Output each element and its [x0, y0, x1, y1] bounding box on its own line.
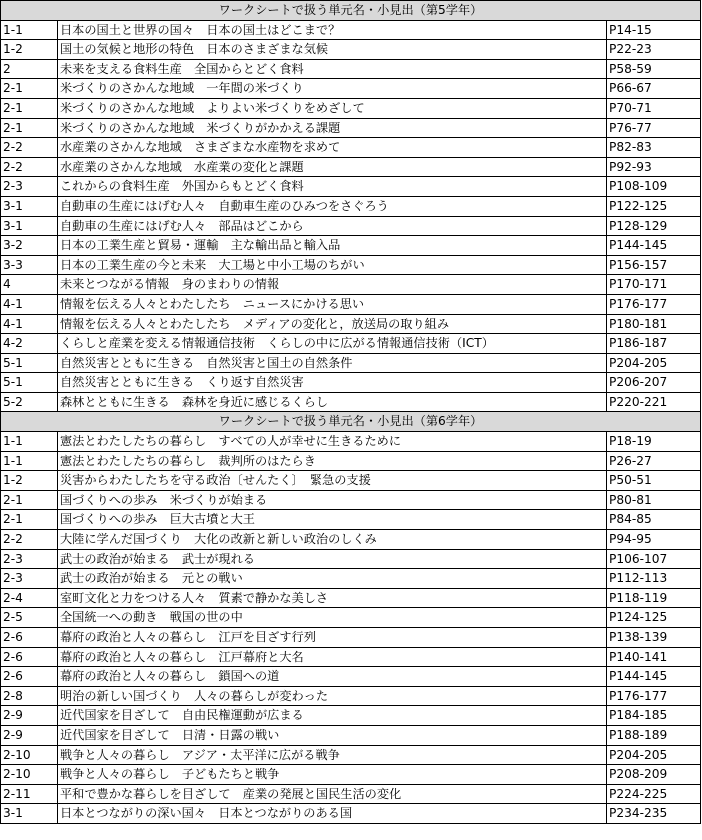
unit-title-cell: 未来を支える食料生産 全国からとどく食料 — [58, 59, 607, 79]
page-range-cell: P204-205 — [607, 353, 701, 373]
page-range-cell: P112-113 — [607, 569, 701, 589]
unit-title-cell: 室町文化と力をつける人々 質素で静かな美しさ — [58, 588, 607, 608]
unit-title-cell: 国づくりへの歩み 米づくりが始まる — [58, 490, 607, 510]
unit-title-cell: 日本の工業生産の今と未来 大工場と中小工場のちがい — [58, 255, 607, 275]
page-range-cell: P234-235 — [607, 804, 701, 824]
table-row — [1, 334, 701, 354]
unit-title-cell: 大陸に学んだ国づくり 大化の改新と新しい政治のしくみ — [58, 530, 607, 550]
unit-number-cell: 2-2 — [1, 157, 58, 177]
page-range-cell: P176-177 — [607, 686, 701, 706]
unit-number-cell: 2-9 — [1, 706, 58, 726]
unit-number-cell: 2-8 — [1, 686, 58, 706]
page-range-cell: P84-85 — [607, 510, 701, 530]
unit-number-cell: 3-1 — [1, 196, 58, 216]
unit-number-cell: 2-10 — [1, 745, 58, 765]
page-range-cell: P80-81 — [607, 490, 701, 510]
unit-title-cell: 全国統一への動き 戦国の世の中 — [58, 608, 607, 628]
table-row — [1, 647, 701, 667]
section-title: ワークシートで扱う単元名・小見出（第6学年） — [1, 412, 701, 432]
unit-number-cell: 1-2 — [1, 471, 58, 491]
unit-title-cell: 情報を伝える人々とわたしたち ニュースにかける思い — [58, 294, 607, 314]
unit-title-cell: 自動車の生産にはげむ人々 自動車生産のひみつをさぐろう — [58, 196, 607, 216]
page-range-cell: P18-19 — [607, 432, 701, 452]
page-range-cell: P76-77 — [607, 118, 701, 138]
unit-number-cell: 2-3 — [1, 569, 58, 589]
page-range-cell: P66-67 — [607, 79, 701, 99]
table-row — [1, 314, 701, 334]
table-row — [1, 177, 701, 197]
table-row — [1, 353, 701, 373]
page-range-cell: P186-187 — [607, 334, 701, 354]
unit-number-cell: 2-1 — [1, 510, 58, 530]
unit-title-cell: 憲法とわたしたちの暮らし 裁判所のはたらき — [58, 451, 607, 471]
unit-title-cell: 米づくりのさかんな地域 よりよい米づくりをめざして — [58, 98, 607, 118]
table-row — [1, 549, 701, 569]
table-row — [1, 490, 701, 510]
page-range-cell: P92-93 — [607, 157, 701, 177]
table-row — [1, 138, 701, 158]
table-row — [1, 784, 701, 804]
table-row — [1, 118, 701, 138]
unit-number-cell: 3-3 — [1, 255, 58, 275]
unit-number-cell: 2-5 — [1, 608, 58, 628]
table-row — [1, 236, 701, 256]
page-range-cell: P14-15 — [607, 20, 701, 40]
page-range-cell: P124-125 — [607, 608, 701, 628]
table-row — [1, 20, 701, 40]
page-range-cell: P170-171 — [607, 275, 701, 295]
page-range-cell: P70-71 — [607, 98, 701, 118]
unit-number-cell: 2-9 — [1, 725, 58, 745]
unit-title-cell: 米づくりのさかんな地域 米づくりがかかえる課題 — [58, 118, 607, 138]
page-range-cell: P140-141 — [607, 647, 701, 667]
table-row — [1, 216, 701, 236]
unit-title-cell: これからの食料生産 外国からもとどく食料 — [58, 177, 607, 197]
page-range-cell: P188-189 — [607, 725, 701, 745]
page-range-cell: P50-51 — [607, 471, 701, 491]
table-row — [1, 98, 701, 118]
unit-number-cell: 4-1 — [1, 294, 58, 314]
table-row — [1, 530, 701, 550]
table-row — [1, 569, 701, 589]
table-row — [1, 628, 701, 648]
unit-title-cell: 水産業のさかんな地域 水産業の変化と課題 — [58, 157, 607, 177]
unit-title-cell: くらしと産業を変える情報通信技術 くらしの中に広がる情報通信技術（ICT） — [58, 334, 607, 354]
unit-number-cell: 2-3 — [1, 549, 58, 569]
page-range-cell: P94-95 — [607, 530, 701, 550]
page-range-cell: P82-83 — [607, 138, 701, 158]
unit-title-cell: 戦争と人々の暮らし 子どもたちと戦争 — [58, 765, 607, 785]
unit-title-cell: 戦争と人々の暮らし アジア・太平洋に広がる戦争 — [58, 745, 607, 765]
section-title: ワークシートで扱う単元名・小見出（第5学年） — [1, 1, 701, 21]
unit-title-cell: 日本とつながりの深い国々 日本とつながりのある国 — [58, 804, 607, 824]
unit-title-cell: 自動車の生産にはげむ人々 部品はどこから — [58, 216, 607, 236]
unit-number-cell: 1-2 — [1, 40, 58, 60]
unit-number-cell: 4 — [1, 275, 58, 295]
page-range-cell: P22-23 — [607, 40, 701, 60]
table-row — [1, 373, 701, 393]
page-range-cell: P138-139 — [607, 628, 701, 648]
page-range-cell: P176-177 — [607, 294, 701, 314]
unit-title-cell: 国土の気候と地形の特色 日本のさまざまな気候 — [58, 40, 607, 60]
unit-number-cell: 5-2 — [1, 392, 58, 412]
unit-title-cell: 憲法とわたしたちの暮らし すべての人が幸せに生きるために — [58, 432, 607, 452]
page-range-cell: P118-119 — [607, 588, 701, 608]
page-range-cell: P206-207 — [607, 373, 701, 393]
unit-title-cell: 日本の工業生産と貿易・運輸 主な輸出品と輸入品 — [58, 236, 607, 256]
table-row — [1, 275, 701, 295]
table-row — [1, 59, 701, 79]
unit-title-cell: 自然災害とともに生きる くり返す自然災害 — [58, 373, 607, 393]
unit-number-cell: 5-1 — [1, 373, 58, 393]
unit-title-cell: 国づくりへの歩み 巨大古墳と大王 — [58, 510, 607, 530]
section-header-row — [1, 412, 701, 432]
unit-title-cell: 災害からわたしたちを守る政治〔せんたく〕 緊急の支援 — [58, 471, 607, 491]
unit-number-cell: 4-2 — [1, 334, 58, 354]
table-row — [1, 765, 701, 785]
page-range-cell: P204-205 — [607, 745, 701, 765]
page-range-cell: P144-145 — [607, 667, 701, 687]
page-range-cell: P58-59 — [607, 59, 701, 79]
unit-number-cell: 2-6 — [1, 647, 58, 667]
unit-number-cell: 1-1 — [1, 451, 58, 471]
unit-number-cell: 3-1 — [1, 216, 58, 236]
table-row — [1, 255, 701, 275]
page-range-cell: P128-129 — [607, 216, 701, 236]
page-range-cell: P220-221 — [607, 392, 701, 412]
unit-number-cell: 3-1 — [1, 804, 58, 824]
unit-number-cell: 1-1 — [1, 20, 58, 40]
table-row — [1, 79, 701, 99]
unit-number-cell: 2-2 — [1, 138, 58, 158]
table-row — [1, 40, 701, 60]
unit-number-cell: 2 — [1, 59, 58, 79]
unit-number-cell: 3-2 — [1, 236, 58, 256]
unit-number-cell: 5-1 — [1, 353, 58, 373]
page-range-cell: P208-209 — [607, 765, 701, 785]
unit-number-cell: 2-10 — [1, 765, 58, 785]
page-range-cell: P26-27 — [607, 451, 701, 471]
section-header-row — [1, 1, 701, 21]
unit-number-cell: 2-3 — [1, 177, 58, 197]
unit-title-cell: 近代国家を目ざして 日清・日露の戦い — [58, 725, 607, 745]
table-row — [1, 745, 701, 765]
unit-title-cell: 武士の政治が始まる 元との戦い — [58, 569, 607, 589]
table-row — [1, 706, 701, 726]
page-range-cell: P180-181 — [607, 314, 701, 334]
table-row — [1, 804, 701, 824]
table-row — [1, 157, 701, 177]
unit-number-cell: 2-1 — [1, 79, 58, 99]
unit-title-cell: 幕府の政治と人々の暮らし 江戸を目ざす行列 — [58, 628, 607, 648]
unit-title-cell: 未来とつながる情報 身のまわりの情報 — [58, 275, 607, 295]
page-range-cell: P156-157 — [607, 255, 701, 275]
unit-title-cell: 情報を伝える人々とわたしたち メディアの変化と，放送局の取り組み — [58, 314, 607, 334]
table-row — [1, 471, 701, 491]
unit-number-cell: 2-4 — [1, 588, 58, 608]
unit-number-cell: 4-1 — [1, 314, 58, 334]
page-range-cell: P184-185 — [607, 706, 701, 726]
table-row — [1, 588, 701, 608]
table-row — [1, 432, 701, 452]
table-row — [1, 451, 701, 471]
unit-title-cell: 森林とともに生きる 森林を身近に感じるくらし — [58, 392, 607, 412]
unit-title-cell: 平和で豊かな暮らしを目ざして 産業の発展と国民生活の変化 — [58, 784, 607, 804]
unit-title-cell: 米づくりのさかんな地域 一年間の米づくり — [58, 79, 607, 99]
page-range-cell: P144-145 — [607, 236, 701, 256]
page-range-cell: P108-109 — [607, 177, 701, 197]
table-row — [1, 667, 701, 687]
unit-number-cell: 2-6 — [1, 628, 58, 648]
unit-number-cell: 2-1 — [1, 118, 58, 138]
page-range-cell: P122-125 — [607, 196, 701, 216]
table-row — [1, 510, 701, 530]
unit-title-cell: 明治の新しい国づくり 人々の暮らしが変わった — [58, 686, 607, 706]
unit-title-cell: 幕府の政治と人々の暮らし 鎖国への道 — [58, 667, 607, 687]
table-row — [1, 686, 701, 706]
table-row — [1, 392, 701, 412]
unit-number-cell: 2-2 — [1, 530, 58, 550]
page-range-cell: P224-225 — [607, 784, 701, 804]
unit-number-cell: 2-1 — [1, 490, 58, 510]
page-range-cell: P106-107 — [607, 549, 701, 569]
unit-number-cell: 1-1 — [1, 432, 58, 452]
unit-number-cell: 2-1 — [1, 98, 58, 118]
unit-title-cell: 幕府の政治と人々の暮らし 江戸幕府と大名 — [58, 647, 607, 667]
table-row — [1, 196, 701, 216]
unit-title-cell: 武士の政治が始まる 武士が現れる — [58, 549, 607, 569]
unit-title-cell: 近代国家を目ざして 自由民権運動が広まる — [58, 706, 607, 726]
unit-number-cell: 2-11 — [1, 784, 58, 804]
unit-title-cell: 日本の国土と世界の国々 日本の国土はどこまで？ — [58, 20, 607, 40]
unit-title-cell: 水産業のさかんな地域 さまざまな水産物を求めて — [58, 138, 607, 158]
table-row — [1, 608, 701, 628]
unit-title-cell: 自然災害とともに生きる 自然災害と国土の自然条件 — [58, 353, 607, 373]
unit-number-cell: 2-6 — [1, 667, 58, 687]
table-row — [1, 294, 701, 314]
table-row — [1, 725, 701, 745]
